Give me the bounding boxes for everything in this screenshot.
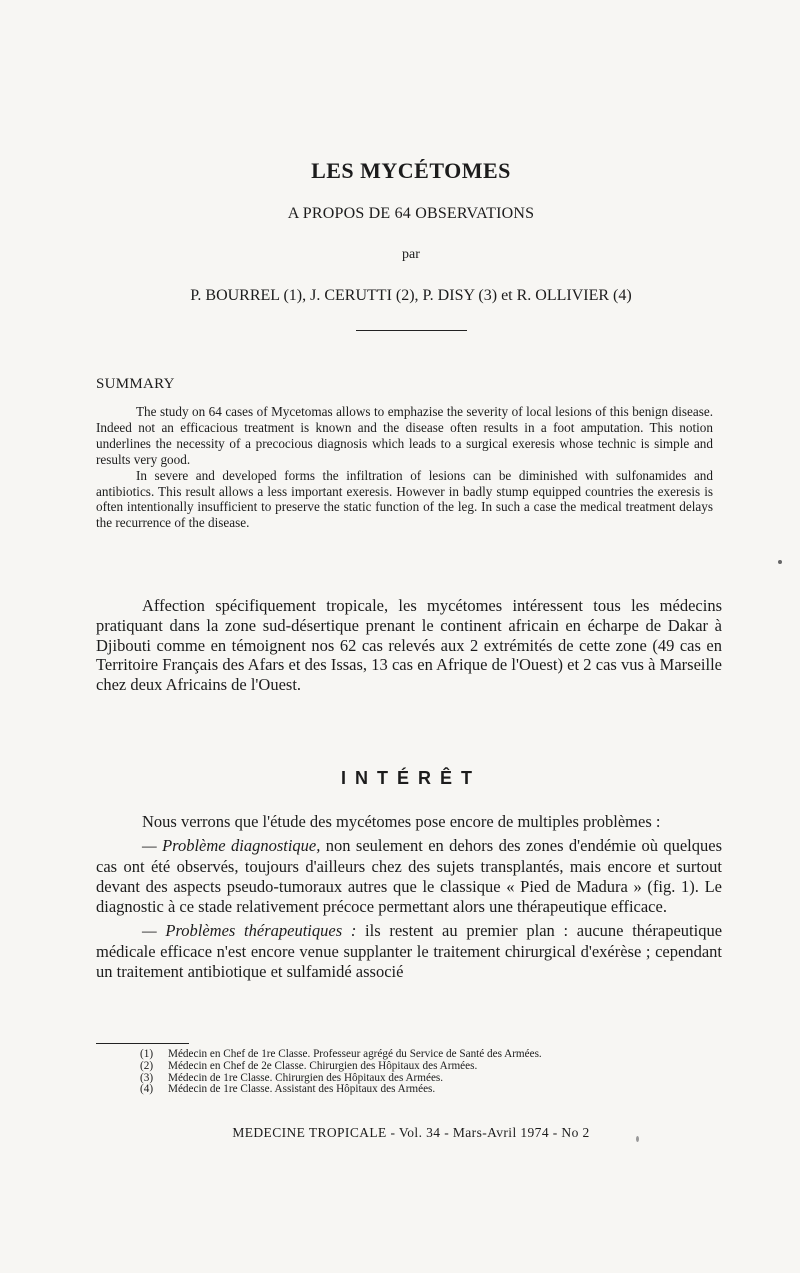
- footnote-number: (4): [140, 1083, 154, 1096]
- body-paragraph: [96, 921, 722, 982]
- body-paragraph: [96, 836, 722, 917]
- footnote: [140, 1061, 700, 1073]
- running-footer: MEDECINE TROPICALE - Vol. 34 - Mars-Avril 1974 - No 2: [232, 1125, 590, 1140]
- inline-label: — Problèmes thérapeutiques :: [142, 921, 357, 941]
- paragraph-text: ils restent au premier plan : aucune thérapeutique médicale efficace n'est encore venue supplanter le traitement chirurgical d'exérèse ; cependant un traitement antibiotique et sulfamidé associé: [96, 921, 723, 982]
- summary-abstract: [96, 404, 713, 531]
- article-title: LES MYCÉTOMES: [311, 158, 511, 183]
- article-subtitle: A PROPOS DE 64 OBSERVATIONS: [287, 205, 535, 222]
- intro-text: [96, 596, 722, 695]
- footnote-number: (1): [140, 1048, 154, 1060]
- footnote-divider: [96, 1043, 189, 1044]
- footnote-number: (3): [140, 1071, 154, 1084]
- footnote-text: Médecin en Chef de 1re Classe. Professeur agrégé du Service de Santé des Armées.: [168, 1048, 542, 1060]
- section-heading: INTÉRÊT: [340, 768, 481, 788]
- byline-par: par: [402, 247, 420, 262]
- scan-speck: [636, 1136, 639, 1142]
- author-list: P. BOURREL (1), J. CERUTTI (2), P. DISY (3) et R. OLLIVIER (4): [190, 287, 632, 304]
- summary-heading: SUMMARY: [96, 376, 175, 392]
- footnote-text: Médecin de 1re Classe. Chirurgien des Hôpitaux des Armées.: [168, 1071, 444, 1084]
- intro-paragraph: Affection spécifiquement tropicale, les mycétomes intéressent tous les médecins pratiquant dans la zone sud-désertique prenant le continent africain en écharpe de Dakar à Djibouti comme en témoignent nos 62 cas relevés aux 2 extrémités de cette zone (49 cas en Territoire Français des Afars et des Issas, 13 cas en Afrique de l'Ouest) et 2 cas vus à Marseille chez deux Africains de l'Ouest.: [96, 596, 722, 695]
- summary-paragraph: In severe and developed forms the infiltration of lesions can be diminished with sulfonamides and antibiotics. This result allows a less important exeresis. However in badly stump equipped countries the exeresis is often intentionally insufficient to preserve the static function of the leg. In such a case the medical treatment delays the recurrence of the disease.: [96, 467, 713, 531]
- footnote-text: Médecin de 1re Classe. Assistant des Hôpitaux des Armées.: [168, 1083, 436, 1096]
- footnotes: [140, 1049, 700, 1096]
- section-body: [96, 812, 722, 986]
- footnote-text: Médecin en Chef de 2e Classe. Chirurgien des Hôpitaux des Armées.: [168, 1059, 478, 1072]
- inline-label: — Problème diagnostique,: [142, 836, 321, 856]
- footnote-number: (2): [140, 1059, 154, 1072]
- summary-paragraph: The study on 64 cases of Mycetomas allows to emphazise the severity of local lesions of this benign disease. Indeed not an efficacious treatment is known and the disease often results in a foot amputation. This notion underlines the necessity of a precocious diagnosis which leads to a surgical exeresis whose technic is simple and results very good.: [96, 404, 713, 467]
- scan-speck: [778, 560, 782, 564]
- paragraph-text: non seulement en dehors des zones d'endémie où quelques cas ont été observés, toujours d'ailleurs chez des sujets transplantés, mais encore et surtout devant des aspects pseudo-tumoraux autres que le classique « Pied de Madura » (fig. 1). Le diagnostic à ce stade relativement précoce permettant alors une thérapeutique efficace.: [96, 836, 722, 917]
- title-divider: [356, 330, 467, 331]
- body-paragraph: Nous verrons que l'étude des mycétomes pose encore de multiples problèmes :: [142, 812, 661, 831]
- footnote: [140, 1084, 700, 1096]
